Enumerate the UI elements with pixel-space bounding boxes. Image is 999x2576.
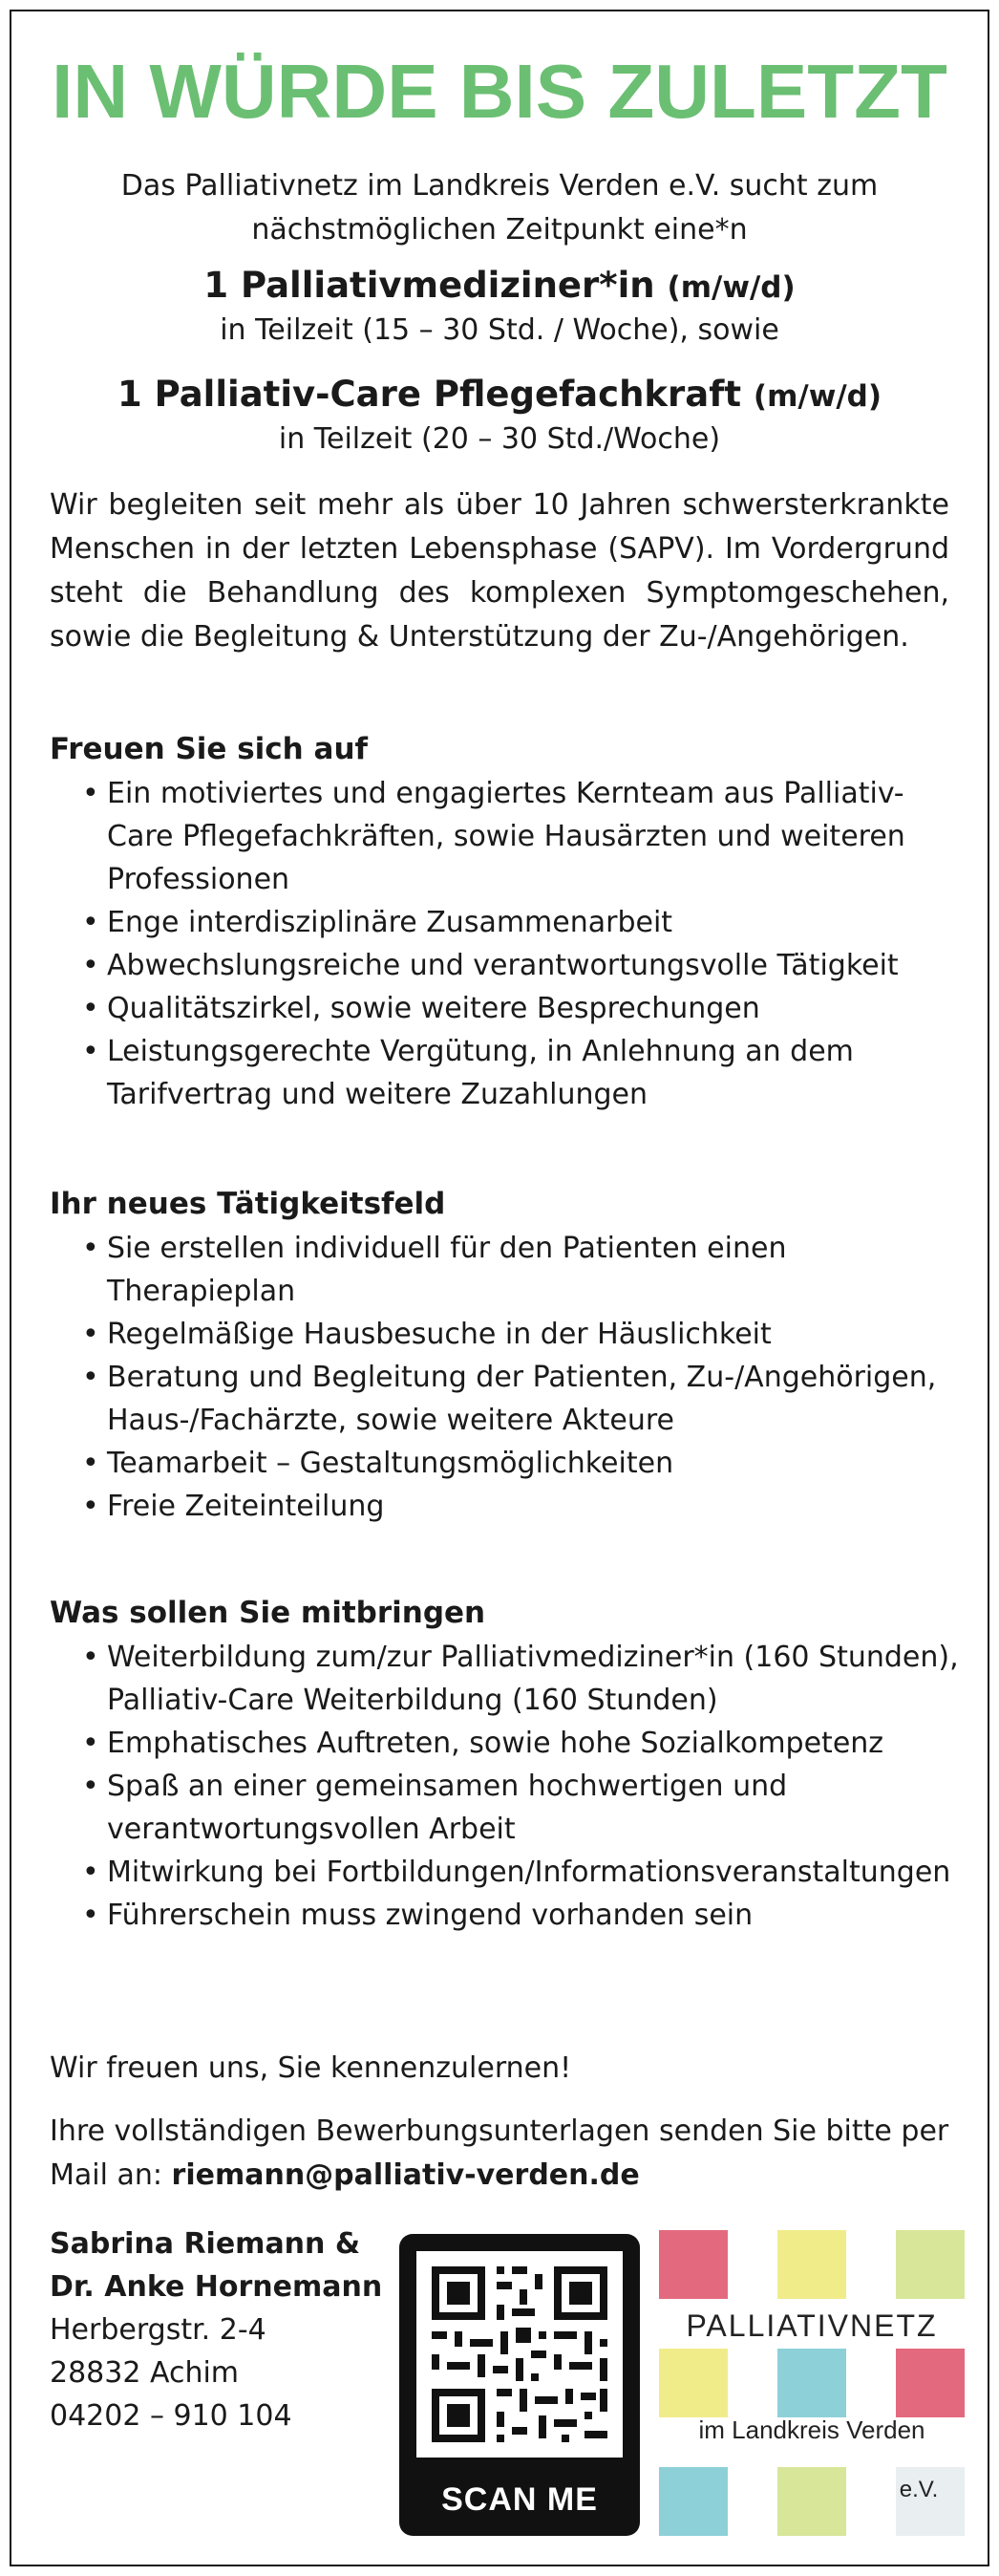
job-detail-2: in Teilzeit (20 – 30 Std./Woche) — [278, 422, 721, 456]
job-title-1-name: 1 Palliativmediziner*in — [203, 265, 655, 306]
job-title-1 — [11, 264, 988, 310]
job-ad-frame — [10, 10, 989, 2566]
list-item: • Abwechslungsreiche und verantwortungsvolle Tätigkeit — [80, 944, 959, 987]
list-item: • Spaß an einer gemeinsamen hochwertigen und verantwortungsvollen Arbeit — [80, 1765, 959, 1851]
benefits-list — [80, 772, 959, 1116]
section-heading-benefits: Freuen Sie sich auf — [50, 732, 369, 766]
logo-square — [659, 2349, 728, 2417]
list-item: • Leistungsgerechte Vergütung, in Anlehnung an dem Tarifvertrag und weitere Zuzahlungen — [80, 1030, 959, 1116]
logo-square — [896, 2349, 965, 2417]
description: Wir begleiten seit mehr als über 10 Jahren schwersterkrankte Menschen in der letzten Lebensphase (SAPV). Im Vordergrund steht die Behandlung des komplexen Symptomgeschehen, sowie die Begleitung & Unterstützung der Zu-/Angehörigen. — [50, 488, 949, 654]
logo-square — [777, 2230, 846, 2299]
intro-text — [69, 164, 930, 252]
intro-line-2: nächstmöglichen Zeitpunkt eine*n — [251, 213, 748, 247]
list-item: • Ein motiviertes und engagiertes Kernteam aus Palliativ-Care Pflegefachkräften, sowie Hausärzten und weiteren Professionen — [80, 772, 959, 901]
list-item: • Enge interdisziplinäre Zusammenarbeit — [80, 901, 959, 944]
logo-square — [777, 2349, 846, 2417]
job-title-1-suffix: (m/w/d) — [667, 270, 796, 305]
job-title-2 — [11, 373, 988, 419]
section-heading-tasks: Ihr neues Tätigkeitsfeld — [50, 1187, 446, 1221]
job-title-2-name: 1 Palliativ-Care Pflegefachkraft — [117, 374, 742, 415]
list-item: • Teamarbeit – Gestaltungsmöglichkeiten — [80, 1442, 959, 1485]
logo-square — [659, 2467, 728, 2536]
list-item: • Mitwirkung bei Fortbildungen/Informationsveranstaltungen — [80, 1851, 959, 1894]
contact-city: 28832 Achim — [50, 2356, 240, 2390]
email-link[interactable]: riemann@palliativ-verden.de — [171, 2158, 640, 2192]
list-item: • Qualitätszirkel, sowie weitere Besprechungen — [80, 987, 959, 1030]
tasks-list — [80, 1227, 959, 1528]
requirements-list — [80, 1636, 959, 1937]
contact-street: Herbergstr. 2-4 — [50, 2313, 266, 2347]
list-item: • Emphatisches Auftreten, sowie hohe Sozialkompetenz — [80, 1722, 959, 1765]
logo-suffix: e.V. — [899, 2477, 939, 2502]
contact-phone[interactable]: 04202 – 910 104 — [50, 2399, 292, 2433]
qr-code[interactable] — [399, 2234, 640, 2536]
logo-square — [777, 2467, 846, 2536]
apply-text — [50, 2110, 949, 2198]
list-item: • Regelmäßige Hausbesuche in der Häuslichkeit — [80, 1313, 959, 1356]
scan-me-label: SCAN ME — [441, 2481, 598, 2518]
headline: IN WÜRDE BIS ZULETZT — [52, 49, 947, 134]
contact-block — [50, 2222, 413, 2437]
closing-text: Wir freuen uns, Sie kennenzulernen! — [50, 2051, 572, 2085]
job-detail-1: in Teilzeit (15 – 30 Std. / Woche), sowie — [220, 313, 779, 347]
list-item: • Beratung und Begleitung der Patienten, Zu-/Angehörigen, Haus-/Fachärzte, sowie weitere Akteure — [80, 1356, 959, 1442]
list-item: • Freie Zeiteinteilung — [80, 1485, 959, 1528]
contact-name-1: Sabrina Riemann & — [50, 2227, 361, 2261]
intro-line-1: Das Palliativnetz im Landkreis Verden e.V. sucht zum — [120, 169, 879, 203]
logo-name: PALLIATIVNETZ — [686, 2308, 938, 2343]
logo-square — [659, 2230, 728, 2299]
contact-name-2: Dr. Anke Hornemann — [50, 2270, 383, 2304]
list-item: • Führerschein muss zwingend vorhanden sein — [80, 1894, 959, 1937]
logo-square — [896, 2230, 965, 2299]
apply-instruction: Ihre vollständigen Bewerbungsunterlagen senden Sie bitte per Mail an: — [50, 2114, 949, 2192]
list-item: • Weiterbildung zum/zur Palliativmediziner*in (160 Stunden), Palliativ-Care Weiterbildung (160 Stunden) — [80, 1636, 959, 1722]
list-item: • Sie erstellen individuell für den Patienten einen Therapieplan — [80, 1227, 959, 1313]
job-title-2-suffix: (m/w/d) — [753, 379, 882, 414]
qr-code-icon — [416, 2251, 623, 2458]
section-heading-requirements: Was sollen Sie mitbringen — [50, 1596, 486, 1630]
palliativnetz-logo — [659, 2230, 965, 2545]
logo-region: im Landkreis Verden — [698, 2415, 925, 2444]
